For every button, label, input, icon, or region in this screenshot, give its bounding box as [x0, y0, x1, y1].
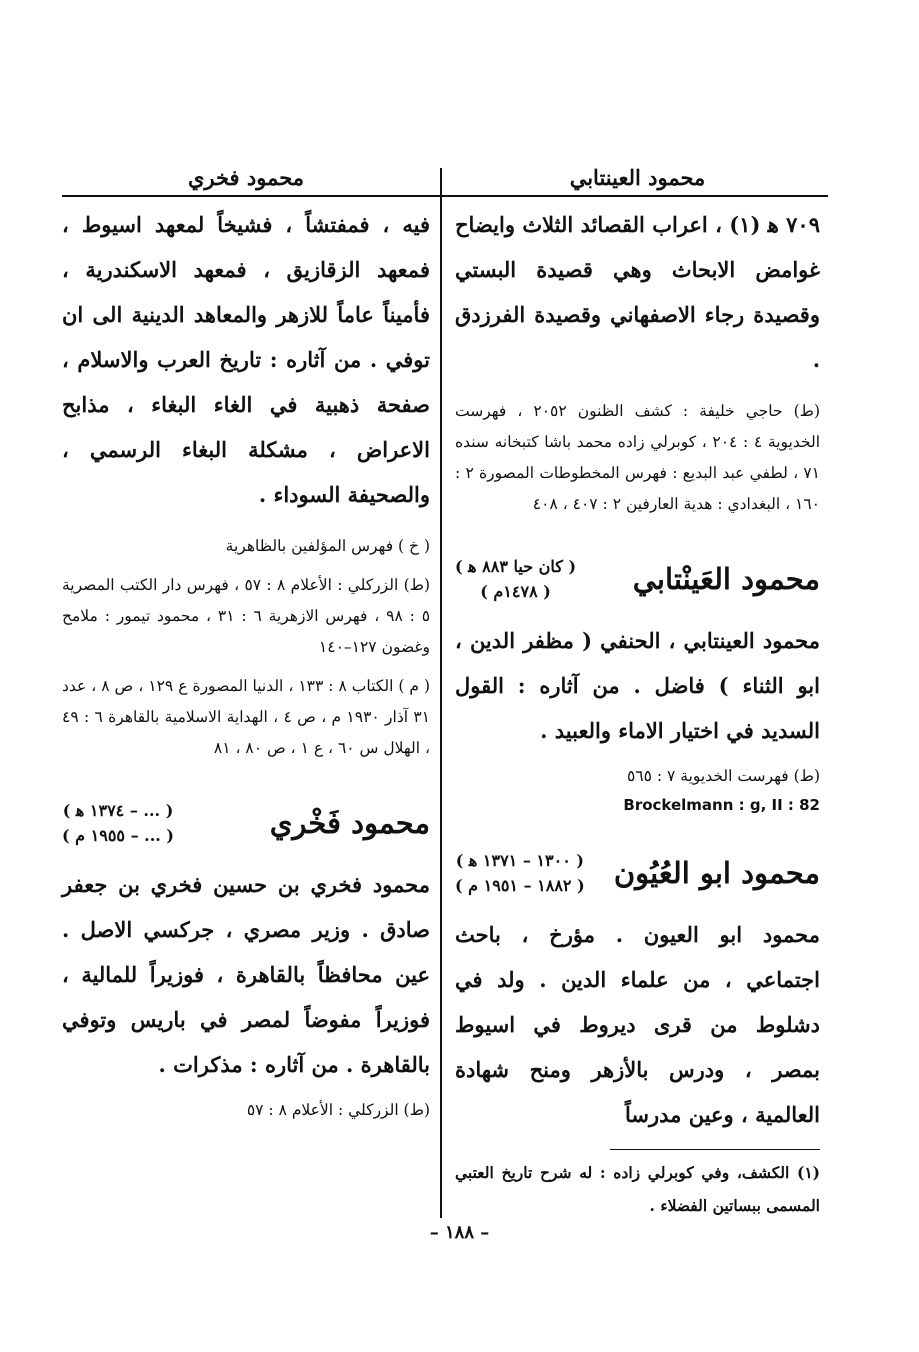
continuation-paragraph: فيه ، فمفتشاً ، فشيخاً لمعهد اسيوط ، فمعهد الزقازيق ، فمعهد الاسكندرية ، فأميناً عاماً للازهر والمعاهد الدينية الى ان توفي . من آثاره : تاريخ العرب والاسلام ، صفحة ذهبية في الغاء البغاء ، مذابح الاعراض ، مشكلة البغاء الرسمي ، والصحيفة السوداء . — [62, 212, 430, 507]
entry-heading — [455, 544, 820, 614]
hijri-dates: ( ... – ١٣٧٤ ﻫ ) — [62, 801, 174, 820]
column-divider — [440, 168, 442, 1218]
reference-list: (ط) الزركلي : الأعلام ٨ : ٥٧ ، فهرس دار الكتب المصرية ٥ : ٩٨ ، فهرس الازهرية ٦ : ٣١ ، محمود تيمور : ملامح وغضون ١٢٧–١٤٠ — [62, 576, 431, 656]
right-running-title: محمود العينتابي — [569, 165, 706, 190]
entry-text: محمود ابو العيون . مؤرخ ، باحث اجتماعي ، من علماء الدين . ولد في دشلوط من قرى ديروط في اسيوط بمصر ، ودرس بالأزهر ومنح شهادة العالمية ، وعين مدرساً — [455, 922, 820, 1127]
right-column — [455, 160, 820, 1222]
footnote: (١) الكشف، وفي كوبرلي زاده : له شرح تاريخ العتبي المسمى ببساتين الفضلاء . — [455, 1163, 820, 1215]
left-running-title: محمود فخري — [187, 165, 305, 190]
entry-dates — [455, 848, 585, 898]
hijri-dates: ( كان حيا ٨٨٣ ﻫ ) — [455, 557, 577, 576]
reference-list: (ط) الزركلي : الأعلام ٨ : ٥٧ — [246, 1101, 430, 1119]
hijri-dates: ( ١٣٠٠ – ١٣٧١ ﻫ ) — [455, 851, 584, 870]
entry-heading — [62, 788, 430, 858]
entry-dates — [455, 554, 576, 604]
page-number: – ١٨٨ – — [429, 1222, 490, 1243]
gregorian-dates: ( ... – ١٩٥٥ م ) — [62, 826, 174, 845]
gregorian-dates: ( ١٨٨٢ – ١٩٥١ م ) — [455, 876, 585, 895]
entry-name: محمود فَخْري — [269, 806, 430, 840]
reference-list: (ط) فهرست الخديوية ٧ : ٥٦٥ — [626, 767, 820, 785]
reference-list: (ط) حاجي خليفة : كشف الظنون ٢٠٥٢ ، فهرست الخديوية ٤ : ٢٠٤ ، كوبرلي زاده محمد باشا كتبخانه سنده ٧١ ، لطفي عبد البديع : فهرس المخطوطات المصورة ٢ : ١٦٠ ، البغدادي : هدية العارفين ٢ : ٤٠٧ ، ٤٠٨ — [455, 402, 821, 513]
entry-dates — [62, 798, 174, 848]
entry-text: محمود فخري بن حسين فخري بن جعفر صادق . وزير مصري ، جركسي الاصل . عين محافظاً بالقاهرة ، فوزيراً للمالية ، فوزيراً مفوضاً لمصر في باريس وتوفي بالقاهرة . من آثاره : مذكرات . — [62, 872, 430, 1077]
continuation-paragraph: ٧٠٩ ﻫ (١) ، اعراب القصائد الثلاث وايضاح غوامض الابحاث وهي قصيدة البستي وقصيدة رجاء الاصفهاني وقصيدة الفرزدق . — [455, 212, 820, 372]
entry-heading — [455, 838, 820, 908]
gregorian-dates: ( ١٤٧٨م ) — [480, 582, 551, 601]
entry-name: محمود العَينْتابي — [632, 562, 820, 596]
footnote-rule — [610, 1149, 820, 1150]
left-column — [62, 160, 430, 1126]
latin-reference: Brockelmann : g, II : 82 — [623, 796, 820, 814]
entry-text: محمود العينتابي ، الحنفي ( مظفر الدين ، ابو الثناء ) فاضل . من آثاره : القول السديد في اختيار الاماء والعبيد . — [455, 628, 820, 743]
entry-name: محمود ابو العُيُون — [613, 856, 820, 890]
reference-kh: ( خ ) فهرس المؤلفين بالظاهرية — [225, 537, 430, 555]
reference-periodicals: ( م ) الكتاب ٨ : ١٣٣ ، الدنيا المصورة ع ١٢٩ ، ص ٨ ، عدد ٣١ آذار ١٩٣٠ م ، ص ٤ ، الهداية الاسلامية بالقاهرة ٦ : ٤٩ ، الهلال س ٦٠ ، ع ١ ، ص ٨٠ ، ٨١ — [62, 677, 431, 757]
